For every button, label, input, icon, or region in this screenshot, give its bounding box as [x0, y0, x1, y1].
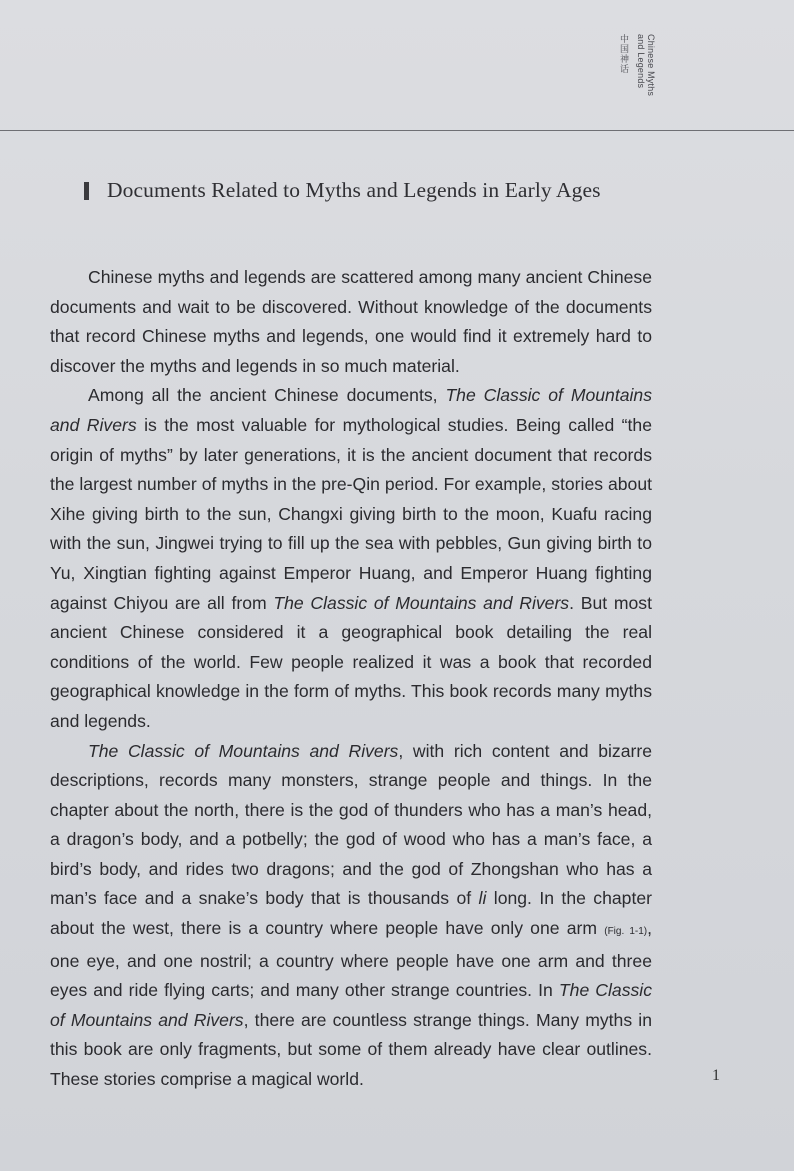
section-title: Documents Related to Myths and Legends in Early Ages: [107, 178, 601, 202]
body-paragraph: [50, 737, 652, 1095]
italic-title: The Classic of Mountains and Rivers: [88, 740, 399, 761]
paragraph-text: . But most ancient Chinese considered it a geographical book detailing the real conditions of the world. Few people realized it was a book that recorded geographical knowledge in the form of myths. This book records many myths and legends.: [50, 592, 652, 731]
italic-title: The Classic of Mountains and Rivers: [273, 592, 570, 613]
paragraph-text: Chinese myths and legends are scattered among many ancient Chinese documents and wait to be discovered. Without knowledge of the documents that record Chinese myths and legends, one would find it extremely hard to discover the myths and legends in so much material.: [50, 267, 652, 376]
body-text: [50, 263, 652, 1095]
running-header: [616, 34, 656, 104]
italic-title: The Classic of Mountains and Rivers: [50, 980, 652, 1030]
paragraph-text: Among all the ancient Chinese documents,: [88, 385, 446, 406]
italic-title: li: [478, 888, 487, 909]
running-header-english: Chinese Myths and Legends: [636, 34, 656, 97]
figure-reference: (Fig. 1-1): [604, 926, 648, 938]
italic-title: The Classic of Mountains and Rivers: [50, 385, 652, 435]
paragraph-text: is the most valuable for mythological studies. Being called “the origin of myths” by later generations, it is the ancient document that records the largest number of myths in the pre-Qin period. For example, stories about Xihe giving birth to the sun, Changxi giving birth to the moon, Kuafu racing with the sun, Jingwei trying to fill up the sea with pebbles, Gun giving birth to Yu, Xingtian fighting against Emperor Huang, and Emperor Huang fighting against Chiyou are all from: [50, 414, 652, 613]
page-number: 1: [712, 1067, 720, 1084]
header-rule: [0, 130, 794, 131]
paragraph-text: long. In the chapter about the west, there is a country where people have only one arm: [50, 888, 652, 939]
running-header-chinese: 中国神话: [618, 34, 628, 74]
paragraph-text: , there are countless strange things. Many myths in this book are only fragments, but some of them already have clear outlines. These stories comprise a magical world.: [50, 1009, 652, 1090]
body-paragraph: [50, 263, 652, 381]
paragraph-text: , one eye, and one nostril; a country where people have one arm and three eyes and ride flying carts; and many other strange countries. In: [50, 918, 652, 1001]
section-heading: [84, 178, 724, 203]
body-paragraph: [50, 381, 652, 736]
heading-marker: [84, 182, 89, 200]
paragraph-text: , with rich content and bizarre descriptions, records many monsters, strange people and things. In the chapter about the north, there is the god of thunders who has a man’s head, a dragon’s body, and a potbelly; the god of wood who has a man’s face, a bird’s body, and rides two dragons; and the god of Zhongshan who has a man’s face and a snake’s body that is thousands of: [50, 740, 653, 909]
